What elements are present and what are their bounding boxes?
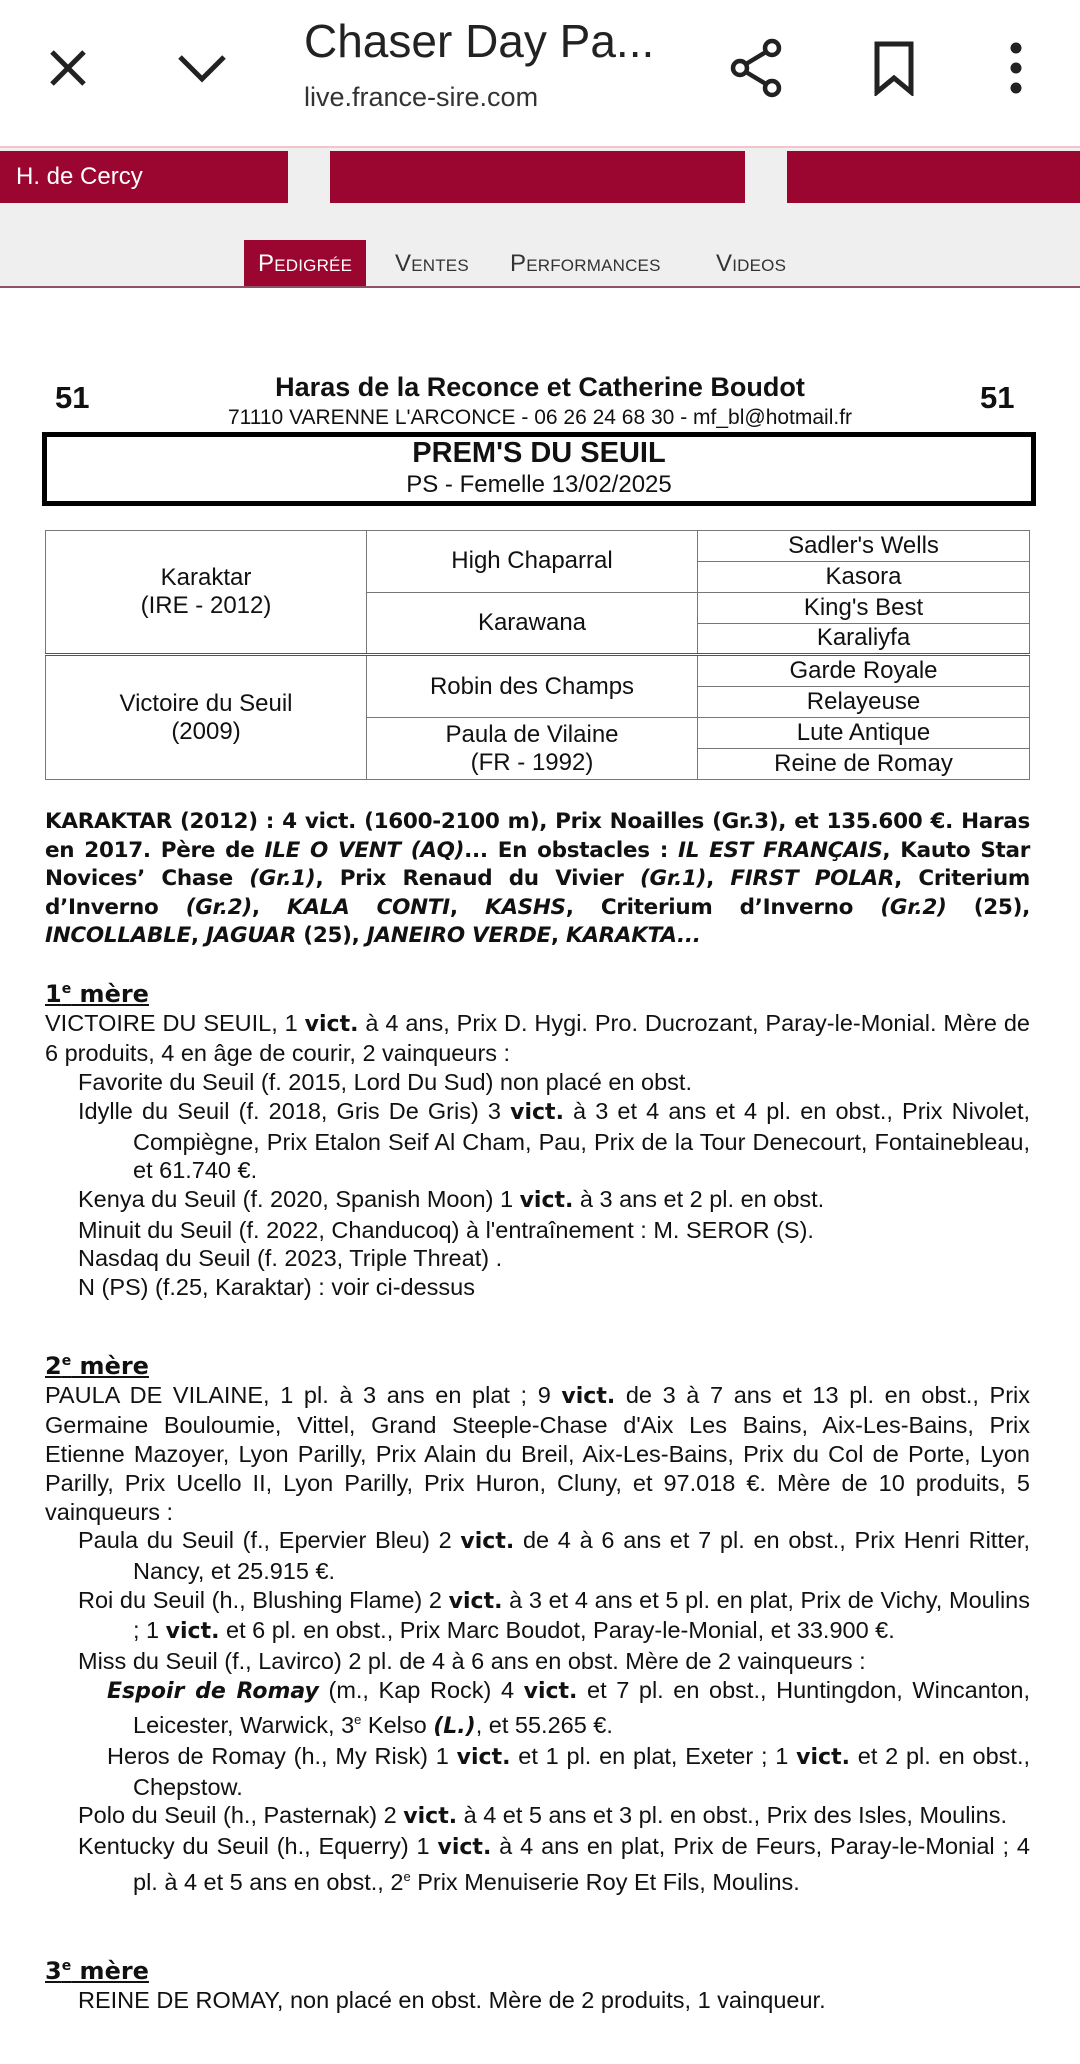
list-item: N (PS) (f.25, Karaktar) : voir ci-dessus [78,1274,475,1301]
pedigree-sire-dam: Karawana [367,592,698,655]
dam-name: Victoire du Seuil [119,689,293,717]
close-icon [46,46,90,90]
horse-info: PS - Femelle 13/02/2025 [406,471,672,498]
nav-tabs [0,240,1080,288]
list-item-grandchild: Heros de Romay (h., My Risk) 1 vict. et 1 pl. en plat, Exeter ; 1 vict. et 2 pl. en obst., Chepstow. [107,1742,1031,1800]
list-item: Idylle du Seuil (f. 2018, Gris De Gris) 3 vict. à 3 et 4 ans et 4 pl. en obst., Prix Nivolet, Compiègne, Prix Etalon Seif Al Cham, Pau, Prix de la Tour Denecourt, Fontainebleau, et 61.740 €. [78,1097,1030,1184]
list-item: Paula du Seuil (f., Epervier Bleu) 2 vict. de 4 à 6 ans et 7 pl. en obst., Prix Henri Ritter, Nancy, et 25.915 €. [78,1527,1030,1584]
page-url[interactable]: live.france-sire.com [304,82,539,112]
section-second-dam [45,1347,1030,1896]
chevron-down-icon [177,53,227,83]
tab-ventes[interactable]: Ventes [395,250,469,277]
pedigree-dam-dam [367,718,698,780]
tab-pedigree[interactable]: Pedigrée [244,240,366,286]
pedigree-dam [46,655,367,780]
section-third-dam [45,1952,1030,2014]
pedigree-sire [46,531,367,655]
lot-number-right: 51 [980,380,1015,415]
pedigree-gen3: Reine de Romay [698,749,1030,780]
header-bar-right [787,151,1080,203]
breeder-address: 71110 VARENNE L'ARCONCE - 06 26 24 68 30 - mf_bl@hotmail.fr [227,406,853,429]
header-bar-breeder[interactable] [0,151,288,203]
tab-performances[interactable]: Performances [510,250,661,277]
tab-videos[interactable]: Videos [716,250,787,277]
pedigree-gen3: Karaliyfa [698,623,1030,655]
section-first-dam [45,975,1030,1302]
pedigree-dam-sire: Robin des Champs [367,655,698,718]
sire-description: KARAKTAR (2012) : 4 vict. (1600-2100 m), Prix Noailles (Gr.3), et 135.600 €. Haras en 2017. Père de ILE O VENT (AQ)... En obstacles : IL EST FRANÇAIS, Kauto Star Novices’ Chase (Gr.1), Prix Renaud du Vivier (Gr.1), FIRST POLAR, Criterium d’Inverno (Gr.2), KALA CONTI, KASHS, Criterium d’Inverno (Gr.2) (25), INCOLLABLE, JAGUAR (25), JANEIRO VERDE, KARAKTA... [45,809,1030,948]
horse-name: PREM'S DU SEUIL [412,437,666,469]
horse-name-box [42,432,1036,506]
page-title: Chaser Day Pa... [304,15,655,67]
list-item: Polo du Seuil (h., Pasternak) 2 vict. à 4 et 5 ans et 3 pl. en obst., Prix des Isles, Moulins. [78,1802,1007,1830]
list-item: Favorite du Seuil (f. 2015, Lord Du Sud) non placé en obst. [78,1069,692,1096]
dam-summary: PAULA DE VILAINE, 1 pl. à 3 ans en plat ; 9 vict. de 3 à 7 ans et 13 pl. en obst., Prix Germaine Bouloumie, Vittel, Grand Steeple-Chase d'Aix Les Bains, Aix-Les-Bains, Prix Etienne Mazoyer, Lyon Parilly, Prix Alain du Breil, Aix-Les-Bains, Prix du Col de Porte, Lyon Parilly, Prix Ucello II, Lyon Parilly, Prix Huron, Cluny, et 97.018 €. Mère de 10 produits, 5 vainqueurs : [45,1381,1030,1525]
breeder-name: Haras de la Reconce et Catherine Boudot [275,372,805,402]
sire-name: Karaktar [160,564,252,592]
site-header [0,146,1080,288]
more-vert-icon [1006,40,1026,96]
sire-detail: (IRE - 2012) [140,592,272,620]
list-item: Kenya du Seuil (f. 2020, Spanish Moon) 1 vict. à 3 ans et 2 pl. en obst. [78,1185,825,1213]
list-item: Minuit du Seuil (f. 2022, Chanducoq) à l'entraînement : M. SEROR (S). [78,1216,814,1243]
collapse-button[interactable] [172,38,232,98]
dam-dam-name: Paula de Vilaine [445,720,619,748]
pedigree-gen3: Garde Royale [698,655,1030,687]
list-item-grandchild: Espoir de Romay (m., Kap Rock) 4 vict. et 7 pl. en obst., Huntingdon, Wincanton, Leicester, Warwick, 3e Kelso (L.), et 55.265 €. [107,1676,1030,1740]
pedigree-gen3: Kasora [698,561,1030,592]
more-options-button[interactable] [986,38,1046,98]
section-title: 2e mère [45,1352,149,1380]
breeder-short-label: H. de Cercy [16,163,143,190]
share-icon [730,38,786,98]
list-item: Roi du Seuil (h., Blushing Flame) 2 vict. à 3 et 4 ans et 5 pl. en plat, Prix de Vichy, Moulins ; 1 vict. et 6 pl. en obst., Prix Marc Boudot, Paray-le-Monial, et 33.900 €. [78,1586,1030,1645]
list-item: Kentucky du Seuil (h., Equerry) 1 vict. à 4 ans en plat, Prix de Feurs, Paray-le-Monial ; 4 pl. à 4 et 5 ans en obst., 2e Prix Menuiserie Roy Et Fils, Moulins. [78,1833,1030,1895]
list-item: Miss du Seuil (f., Lavirco) 2 pl. de 4 à 6 ans en obst. Mère de 2 vainqueurs : [78,1648,866,1675]
dam-summary: VICTOIRE DU SEUIL, 1 vict. à 4 ans, Prix D. Hygi. Pro. Ducrozant, Paray-le-Monial. Mère de 6 produits, 4 en âge de courir, 2 vainqueurs : [45,1009,1030,1067]
header-bar-middle [330,151,745,203]
browser-toolbar [0,0,1080,146]
dam-dam-detail: (FR - 1992) [470,748,594,776]
pedigree-gen3: Relayeuse [698,687,1030,718]
pedigree-gen3: Lute Antique [698,718,1030,749]
dam-detail: (2009) [171,717,241,745]
share-button[interactable] [728,38,788,98]
bookmark-icon [872,40,916,96]
lot-number-left: 51 [55,380,90,415]
bookmark-button[interactable] [864,38,924,98]
pedigree-gen3: Sadler's Wells [698,531,1030,562]
pedigree-gen3: King's Best [698,592,1030,623]
section-title: 1e mère [45,980,149,1008]
pedigree-sire-sire: High Chaparral [367,531,698,593]
dam-summary: REINE DE ROMAY, non placé en obst. Mère de 2 produits, 1 vainqueur. [78,1986,826,2013]
section-title: 3e mère [45,1957,149,1985]
pedigree-table [45,530,1030,780]
close-button[interactable] [38,38,98,98]
list-item: Nasdaq du Seuil (f. 2023, Triple Threat) . [78,1245,503,1272]
